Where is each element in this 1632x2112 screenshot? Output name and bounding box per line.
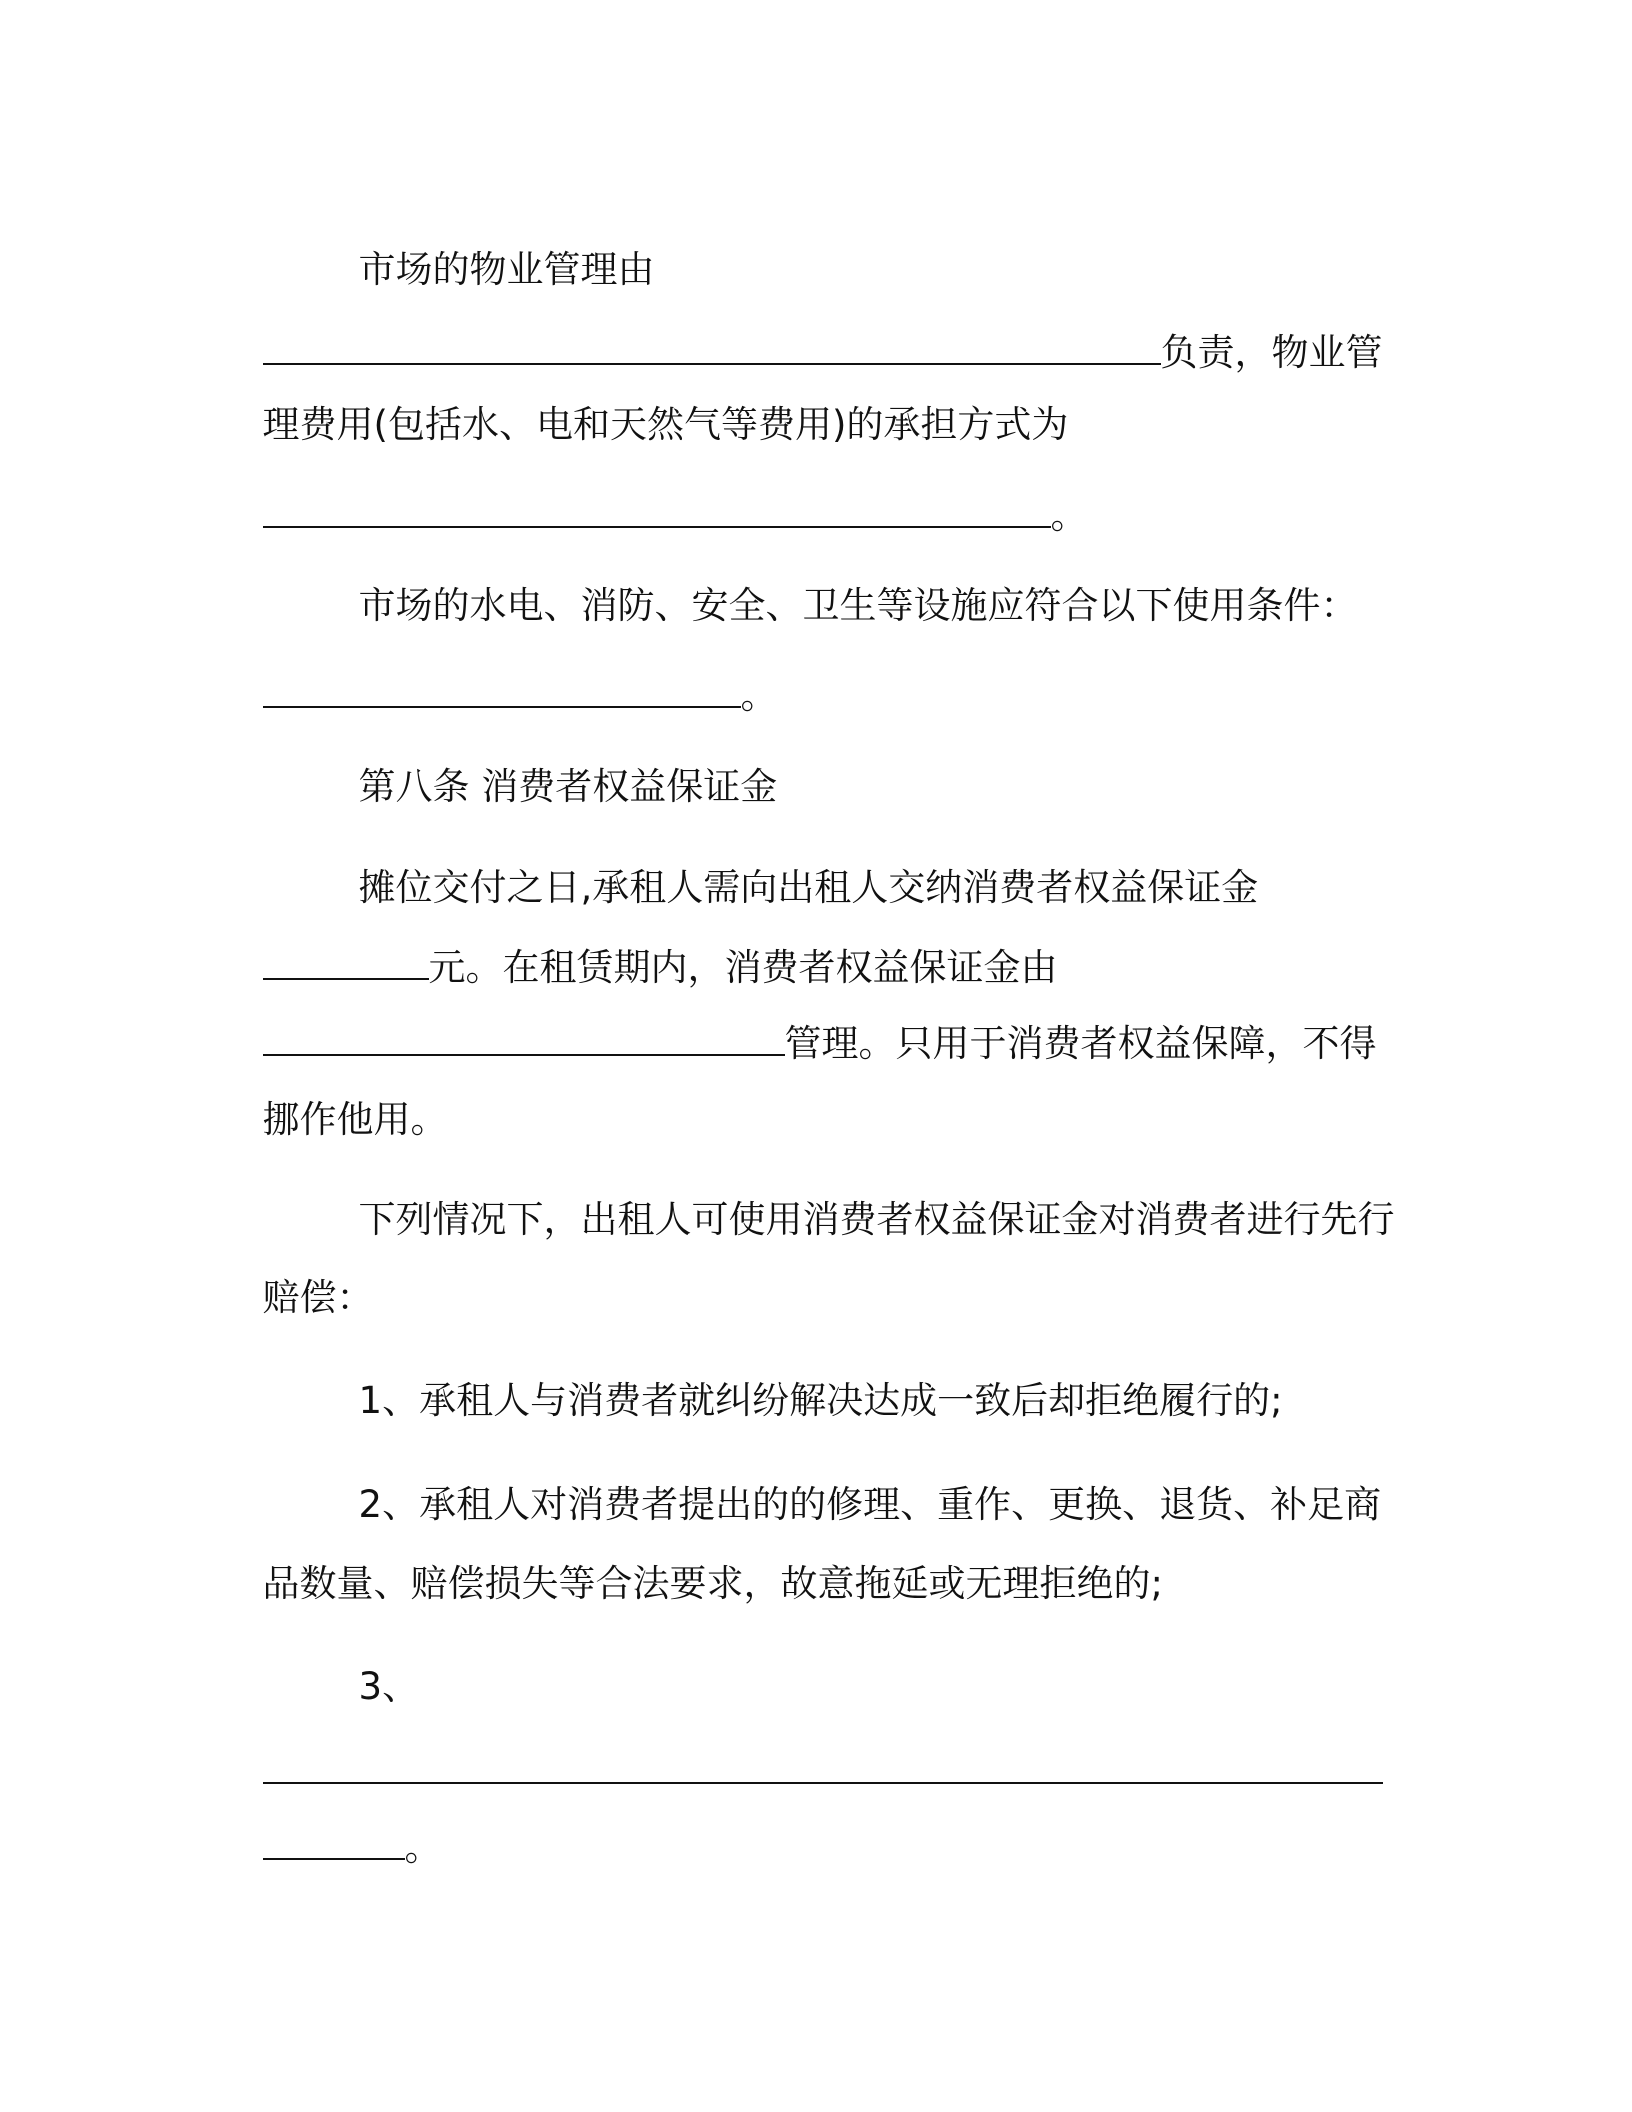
text: 负责，物业管: [1160, 331, 1383, 374]
text: 2、承租人对消费者提出的的修理、重作、更换、退货、补足商: [358, 1483, 1382, 1526]
article-8-heading: [335, 712, 778, 808]
deposit-line-2: [239, 892, 1058, 989]
text: 管理。只用于消费者权益保障，不得: [784, 1022, 1377, 1065]
facilities-line-2: [239, 620, 778, 717]
text: 1、承租人与消费者就纠纷解决达成一致后却拒绝履行的;: [358, 1379, 1283, 1422]
text: 第八条 消费者权益保证金: [358, 765, 778, 808]
property-management-line-4: [239, 440, 1088, 537]
compensation-line-2: [239, 1223, 374, 1319]
text: 元。在租赁期内，消费者权益保证金由: [428, 946, 1058, 989]
text: 。: [740, 674, 778, 717]
facilities-line-1: [335, 531, 1358, 627]
property-management-line-2: [239, 277, 1383, 374]
text: 。: [404, 1826, 442, 1869]
list-item-3-label: [335, 1612, 420, 1708]
text: 市场的物业管理由: [358, 248, 655, 291]
list-item-2-line-1: [335, 1430, 1382, 1526]
list-item-3-line-2: [239, 1772, 442, 1869]
text: 下列情况下，出租人可使用消费者权益保证金对消费者进行先行: [358, 1198, 1395, 1241]
text: 3、: [358, 1665, 420, 1708]
text: 品数量、赔偿损失等合法要求，故意拖延或无理拒绝的;: [262, 1562, 1163, 1605]
blank-field-item-3-part-2[interactable]: [263, 1822, 405, 1860]
property-management-line-1: [335, 195, 655, 291]
property-management-line-3: [239, 350, 1069, 446]
deposit-line-3: [239, 968, 1377, 1065]
deposit-line-4: [239, 1045, 448, 1141]
compensation-line-1: [335, 1145, 1395, 1241]
blank-field-fee-bearing-method[interactable]: [263, 490, 1051, 528]
text: 理费用(包括水、电和天然气等费用)的承担方式为: [262, 403, 1069, 446]
list-item-1: [335, 1326, 1283, 1422]
text: 摊位交付之日,承租人需向出租人交纳消费者权益保证金: [358, 866, 1259, 909]
list-item-2-line-2: [239, 1509, 1163, 1605]
deposit-line-1: [335, 813, 1259, 909]
blank-field-usage-conditions[interactable]: [263, 670, 741, 708]
text: 。: [1050, 494, 1088, 537]
text: 赔偿：: [262, 1276, 374, 1319]
text: 挪作他用。: [262, 1098, 448, 1141]
text: 市场的水电、消防、安全、卫生等设施应符合以下使用条件：: [358, 584, 1358, 627]
list-item-3-line-1: [239, 1696, 1383, 1746]
